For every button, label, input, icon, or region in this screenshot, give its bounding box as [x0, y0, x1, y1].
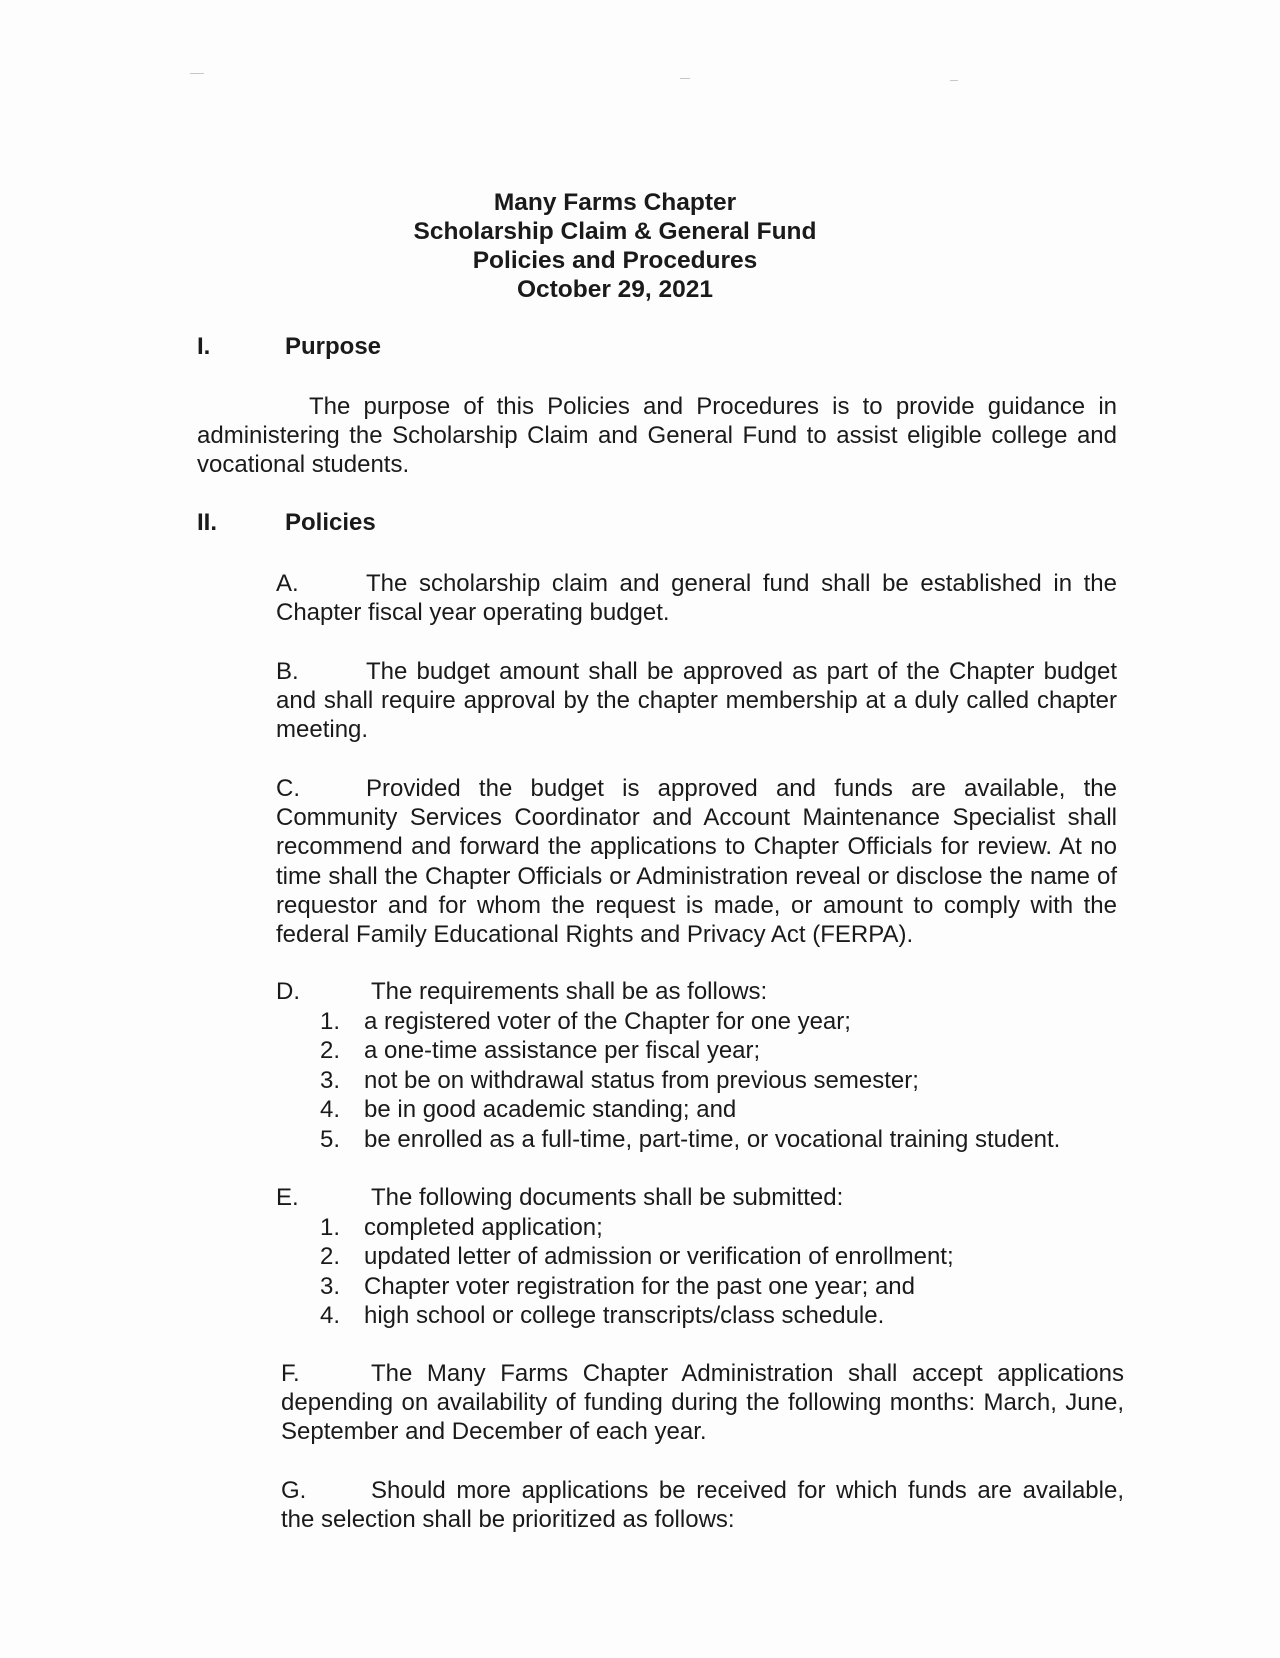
- list-heading: [276, 977, 1136, 1007]
- list-item: [276, 1242, 1136, 1272]
- list-item: [276, 1036, 1136, 1066]
- title-date: October 29, 2021: [516, 276, 714, 303]
- item-text: The scholarship claim and general fund shall be established in the Chapter fiscal year operating budget.: [276, 570, 1117, 627]
- scan-mark: [680, 78, 690, 79]
- title-fund: Scholarship Claim & General Fund: [413, 218, 817, 245]
- scan-mark: [190, 73, 204, 74]
- scan-mark: [950, 80, 958, 81]
- list-number: 2.: [319, 1037, 340, 1065]
- item-letter: F.: [281, 1360, 300, 1387]
- policy-item-c: [276, 774, 1117, 949]
- list-text: Chapter voter registration for the past one year; and: [364, 1272, 915, 1300]
- list-text: updated letter of admission or verification of enrollment;: [364, 1243, 954, 1271]
- item-text: The Many Farms Chapter Administration shall accept applications depending on availability of funding during the following months: March, June, September and December of each year.: [281, 1360, 1124, 1446]
- list-item: [276, 1095, 1136, 1125]
- item-letter: G.: [281, 1477, 307, 1504]
- policy-item-b: [276, 657, 1117, 745]
- list-number: 3.: [319, 1272, 340, 1300]
- title-policies: Policies and Procedures: [472, 247, 758, 274]
- list-item: [276, 1066, 1136, 1096]
- title-chapter: Many Farms Chapter: [493, 189, 737, 216]
- item-letter: B.: [276, 658, 299, 685]
- list-text: high school or college transcripts/class schedule.: [364, 1302, 885, 1330]
- list-item: [276, 1213, 1136, 1243]
- list-text: completed application;: [364, 1213, 603, 1241]
- list-item: [276, 1272, 1136, 1302]
- item-letter: E.: [276, 1184, 299, 1211]
- list-item: [276, 1007, 1136, 1037]
- list-number: 3.: [319, 1066, 340, 1094]
- item-intro: The requirements shall be as follows:: [371, 978, 768, 1005]
- list-heading: [276, 1183, 1136, 1213]
- item-intro: The following documents shall be submitted:: [371, 1184, 844, 1211]
- list-number: 1.: [319, 1213, 340, 1241]
- list-number: 2.: [319, 1243, 340, 1271]
- item-text: Provided the budget is approved and funds are available, the Community Services Coordinator and Account Maintenance Specialist shall recommend and forward the applications to Chapter Officials for review. At no time shall the Chapter Officials or Administration reveal or disclose the name of requestor and for whom the request is made, or amount to comply with the federal Family Educational Rights and Privacy Act (FERPA).: [276, 775, 1117, 949]
- purpose-paragraph: The purpose of this Policies and Procedures is to provide guidance in administering the Scholarship Claim and General Fund to assist eligible college and vocational students.: [197, 393, 1117, 479]
- list-number: 1.: [319, 1007, 340, 1035]
- list-item: [276, 1301, 1136, 1331]
- section-title: Purpose: [285, 333, 382, 360]
- item-text: Should more applications be received for which funds are available, the selection shall be prioritized as follows:: [281, 1477, 1124, 1534]
- list-text: be enrolled as a full-time, part-time, or vocational training student.: [364, 1125, 1061, 1153]
- list-item: [276, 1125, 1136, 1155]
- list-text: be in good academic standing; and: [364, 1096, 737, 1124]
- list-text: a one-time assistance per fiscal year;: [364, 1037, 761, 1065]
- list-text: a registered voter of the Chapter for one year;: [364, 1007, 851, 1035]
- policy-item-g: [281, 1476, 1124, 1534]
- document-title: [0, 188, 1230, 304]
- item-letter: A.: [276, 570, 299, 597]
- list-text: not be on withdrawal status from previous semester;: [364, 1066, 919, 1094]
- section-number: II.: [197, 509, 218, 536]
- item-letter: C.: [276, 775, 300, 802]
- policy-item-f: [281, 1359, 1124, 1447]
- section-number: I.: [197, 333, 211, 360]
- list-number: 4.: [319, 1096, 340, 1124]
- policy-item-d: [276, 977, 1136, 1155]
- list-number: 4.: [319, 1302, 340, 1330]
- item-letter: D.: [276, 978, 300, 1005]
- item-text: The budget amount shall be approved as part of the Chapter budget and shall require approval by the chapter membership at a duly called chapter meeting.: [276, 658, 1117, 744]
- section-title: Policies: [285, 509, 376, 536]
- policy-item-e: [276, 1183, 1136, 1331]
- policy-item-a: [276, 569, 1117, 627]
- list-number: 5.: [319, 1125, 340, 1153]
